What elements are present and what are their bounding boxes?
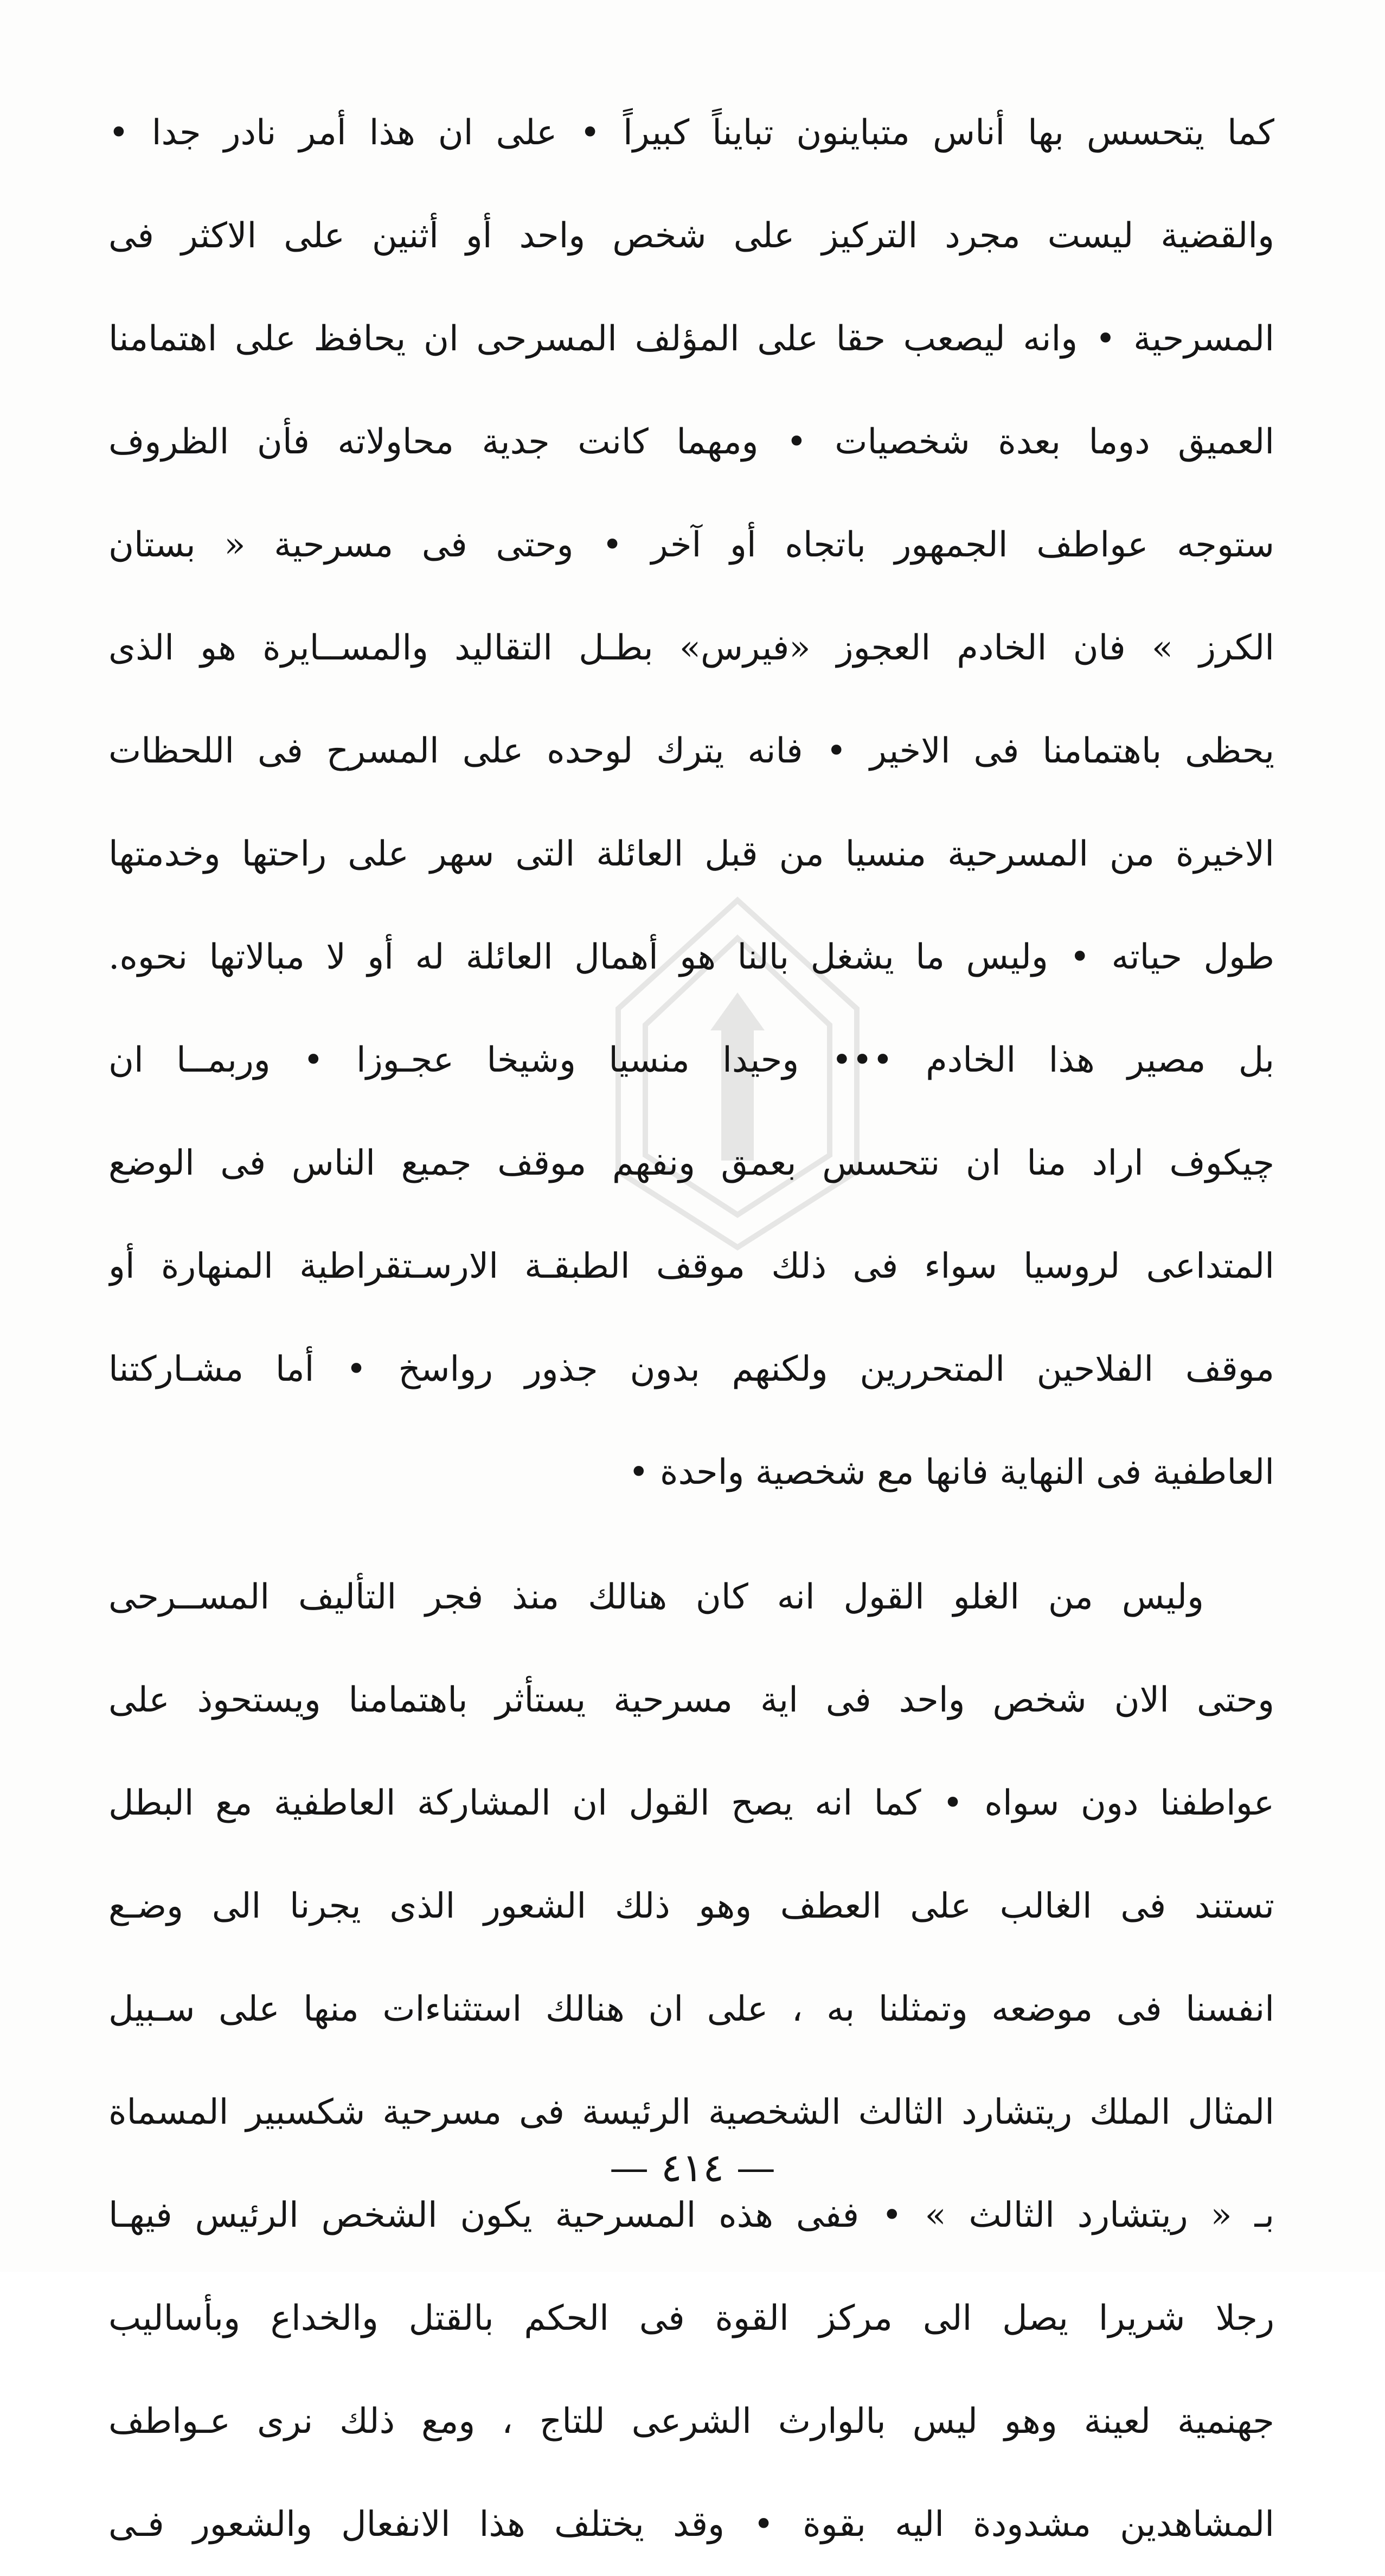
- text-line: چيكوف اراد منا ان نتحسس بعمق ونفهم موقف جميع الناس فى الوضع: [108, 1143, 1274, 1183]
- text-line: تستند فى الغالب على العطف وهو ذلك الشعور الذى يجرنا الى وضـع: [108, 1886, 1274, 1926]
- text-line: انفسنا فى موضعه وتمثلنا به ، على ان هنالك استثناءات منها على سـبيل: [108, 1989, 1274, 2029]
- text-line: طول حياته • وليس ما يشغل بالنا هو أهمال العائلة له أو لا مبالاتها نحوه.: [108, 937, 1274, 977]
- text-line: ستوجه عواطف الجمهور باتجاه أو آخر • وحتى فى مسرحية « بستان: [108, 525, 1274, 565]
- text-line: بـ « ريتشارد الثالث » • ففى هذه المسرحية يكون الشخص الرئيس فيهـا: [108, 2195, 1274, 2235]
- text-line: جهنمية لعينة وهو ليس بالوارث الشرعى للتاج ، ومع ذلك نرى عـواطف: [108, 2401, 1274, 2442]
- text-line: العميق دوما بعدة شخصيات • ومهما كانت جدية محاولاته فأن الظروف: [108, 422, 1274, 462]
- page-number: — ٤١٤ —: [610, 2145, 775, 2190]
- paragraph-2: [108, 1546, 1274, 2576]
- text-line: المثال الملك ريتشارد الثالث الشخصية الرئيسة فى مسرحية شكسبير المسماة: [108, 2092, 1274, 2132]
- text-line: كما يتحسس بها أناس متباينون تبايناً كبيراً • على ان هذا أمر نادر جدا •: [108, 113, 1274, 153]
- text-line: عواطفنا دون سواه • كما انه يصح القول ان المشاركة العاطفية مع البطل: [108, 1783, 1274, 1823]
- text-line: الاخيرة من المسرحية منسيا من قبل العائلة التى سهر على راحتها وخدمتها: [108, 834, 1274, 874]
- text-line: المشاهدين مشدودة اليه بقوة • وقد يختلف هذا الانفعال والشعور فـى: [108, 2504, 1274, 2545]
- paragraph-gap: [108, 1524, 1274, 1546]
- text-line: المتداعى لروسيا سواء فى ذلك موقف الطبقـة الارسـتقراطية المنهارة أو: [108, 1246, 1274, 1286]
- text-line: موقف الفلاحين المتحررين ولكنهم بدون جذور رواسخ • أما مشـاركتنا: [108, 1349, 1274, 1389]
- text-line: وليس من الغلو القول انه كان هنالك منذ فجر التأليف المســرحى: [108, 1577, 1204, 1617]
- paragraph-1: [108, 81, 1274, 1524]
- text-line: العاطفية فى النهاية فانها مع شخصية واحدة •: [628, 1452, 1274, 1492]
- text-line: يحظى باهتمامنا فى الاخير • فانه يترك لوحده على المسرح فى اللحظات: [108, 731, 1274, 771]
- article-body: [108, 81, 1274, 2576]
- text-line: الكرز » فان الخادم العجوز «فيرس» بطـل التقاليد والمســايرة هو الذى: [108, 628, 1274, 668]
- text-line: المسرحية • وانه ليصعب حقا على المؤلف المسرحى ان يحافظ على اهتمامنا: [108, 319, 1274, 359]
- text-line: بل مصير هذا الخادم ••• وحيدا منسيا وشيخا عجـوزا • وربمــا ان: [108, 1040, 1274, 1080]
- text-line: والقضية ليست مجرد التركيز على شخص واحد أو أثنين على الاكثر فى: [108, 216, 1274, 256]
- text-line: رجلا شريرا يصل الى مركز القوة فى الحكم بالقتل والخداع وبأساليب: [108, 2298, 1274, 2338]
- text-line: وحتى الان شخص واحد فى اية مسرحية يستأثر باهتمامنا ويستحوذ على: [108, 1680, 1274, 1720]
